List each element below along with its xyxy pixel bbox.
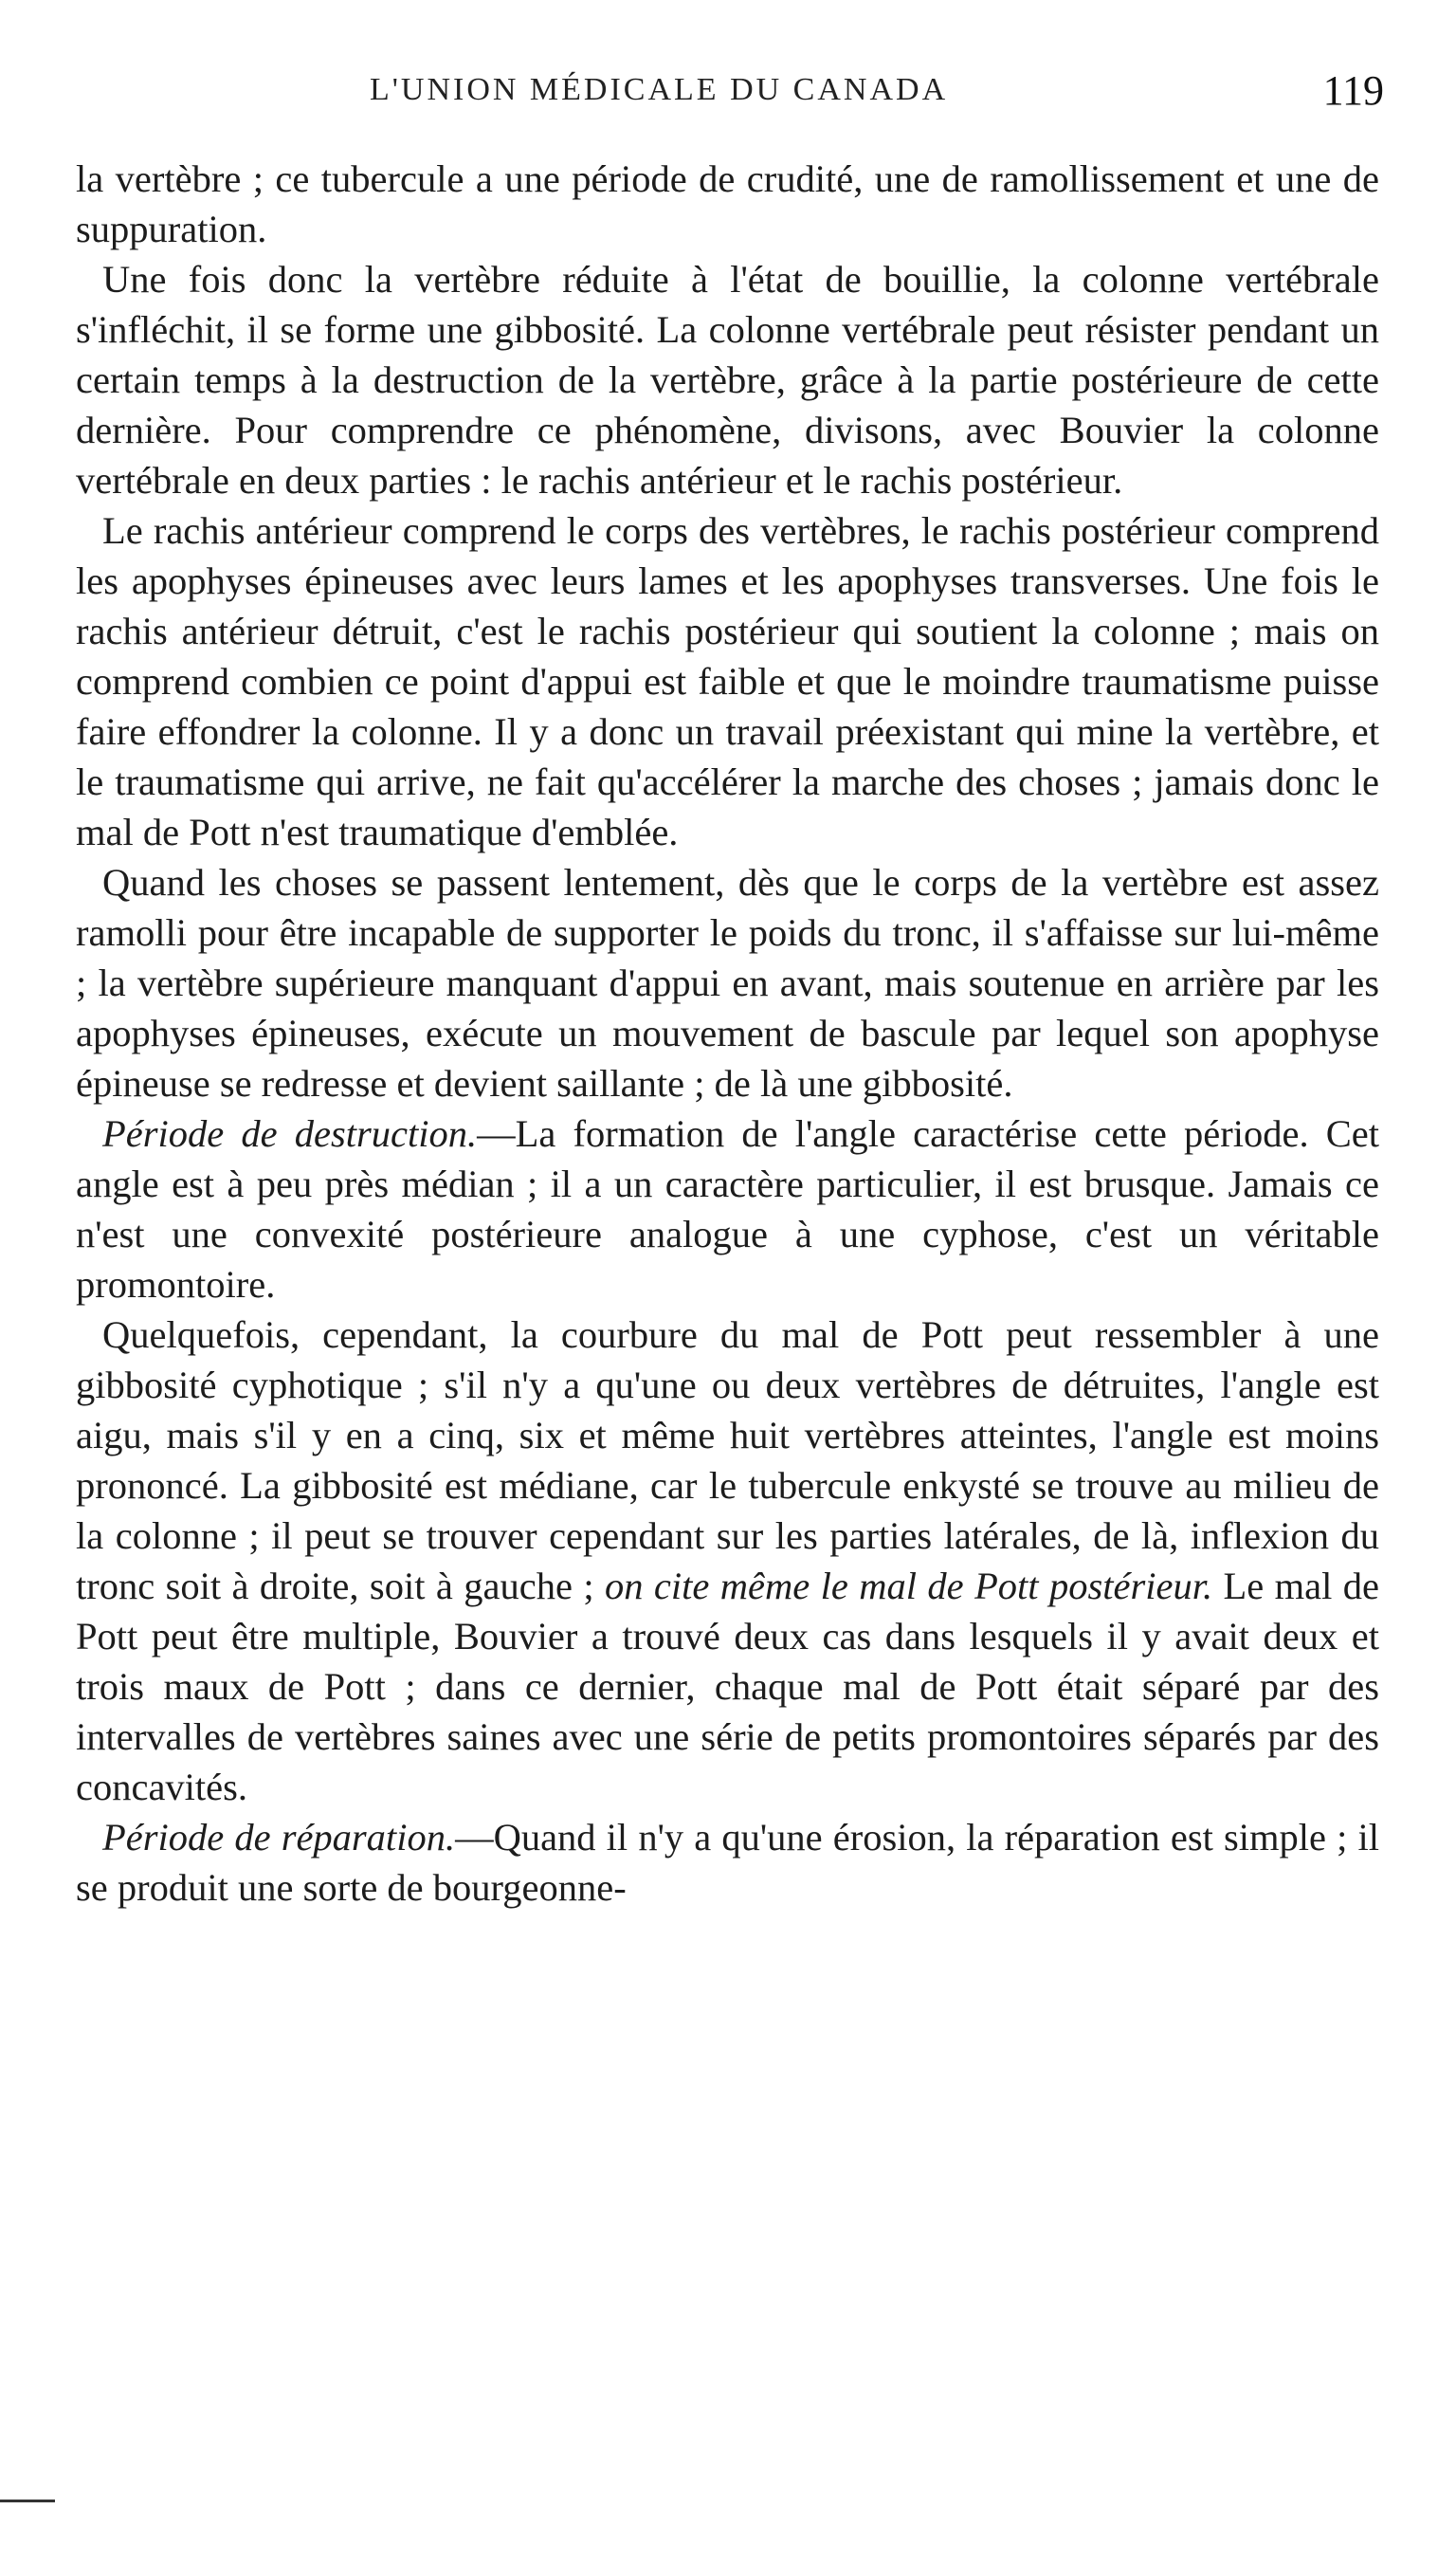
footer-rule bbox=[0, 2500, 55, 2502]
paragraph-text: Une fois donc la vertèbre réduite à l'état de bouillie, la colonne vertébrale s'infléchit, il se forme une gibbosité. La colonne vertébrale peut résister pendant un certain temps à la destruction de la vertèbre, grâce à la partie postérieure de cette dernière. Pour comprendre ce phénomène, divisons, avec Bouvier la colonne vertébrale en deux parties : le rachis antérieur et le rachis postérieur. bbox=[76, 258, 1379, 502]
running-head: L'UNION MÉDICALE DU CANADA bbox=[370, 72, 949, 107]
section-heading-destruction: Période de destruction. bbox=[102, 1112, 478, 1155]
paragraph-text: —La formation de l'angle caractérise cette période. Cet angle est à peu près médian ; il a un caractère particulier, il est brusque. Jamais ce n'est une convexité postérieure analogue à une cyphose, c'est un véritable promontoire. bbox=[76, 1112, 1379, 1306]
article-body bbox=[76, 154, 1379, 1913]
paragraph-4 bbox=[76, 857, 1379, 1108]
paragraph-text: —Quand il n'y a qu'une érosion, la réparation est simple ; il se produit une sorte de bourgeonne- bbox=[76, 1816, 1380, 1909]
paragraph-1 bbox=[76, 154, 1379, 254]
paragraph-2 bbox=[76, 254, 1379, 505]
page-header bbox=[76, 66, 1384, 123]
section-heading-reparation: Période de réparation. bbox=[102, 1816, 456, 1859]
paragraph-text: Quelquefois, cependant, la courbure du mal de Pott peut ressembler à une gibbosité cyphotique ; s'il n'y a qu'une ou deux vertèbres de détruites, l'angle est aigu, mais s'il y en a cinq, six et même huit vertèbres atteintes, l'angle est moins prononcé. La gibbosité est médiane, car le tubercule enkysté se trouve au milieu de la colonne ; il peut se trouver cependant sur les parties latérales, de là, inflexion du tronc soit à droite, soit à gauche ; bbox=[76, 1313, 1379, 1607]
paragraph-5 bbox=[76, 1108, 1379, 1309]
page-number: 119 bbox=[1322, 67, 1384, 114]
paragraph-3 bbox=[76, 505, 1379, 857]
paragraph-text: Le rachis antérieur comprend le corps des vertèbres, le rachis postérieur comprend les apophyses épineuses avec leurs lames et les apophyses transverses. Une fois le rachis antérieur détruit, c'est le rachis postérieur qui soutient la colonne ; mais on comprend combien ce point d'appui est faible et que le moindre traumatisme puisse faire effondrer la colonne. Il y a donc un travail préexistant qui mine la vertèbre, et le traumatisme qui arrive, ne fait qu'accélérer la marche des choses ; jamais donc le mal de Pott n'est traumatique d'emblée. bbox=[76, 509, 1379, 853]
paragraph-7 bbox=[76, 1812, 1379, 1913]
paragraph-text: Quand les choses se passent lentement, dès que le corps de la vertèbre est assez ramolli pour être incapable de supporter le poids du tronc, il s'affaisse sur lui-même ; la vertèbre supérieure manquant d'appui en avant, mais soutenue en arrière par les apophyses épineuses, exécute un mouvement de bascule par lequel son apophyse épineuse se redresse et devient saillante ; de là une gibbosité. bbox=[76, 861, 1379, 1105]
paragraph-6 bbox=[76, 1309, 1379, 1812]
paragraph-text: la vertèbre ; ce tubercule a une période de crudité, une de ramollissement et une de suppuration. bbox=[76, 157, 1379, 250]
paragraph-italic-text: on cite même le mal de Pott postérieur. bbox=[593, 1565, 1213, 1607]
paragraph-text-continued: Le mal de Pott peut être multiple, Bouvier a trouvé deux cas dans lesquels il y avait deux et trois maux de Pott ; dans ce dernier, chaque mal de Pott était séparé par des intervalles de vertèbres saines avec une série de petits promontoires séparés par des concavités. bbox=[76, 1565, 1379, 1808]
